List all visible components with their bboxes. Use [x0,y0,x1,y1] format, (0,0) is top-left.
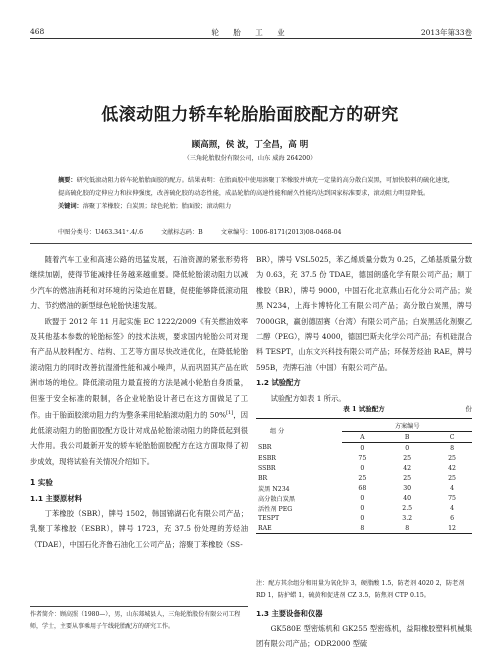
row-label: SBR [258,444,272,452]
doc-code: 文献标志码：B [161,229,203,236]
cell: 25 [403,474,412,482]
article-number: 文章编号：1006-8171(2013)08-0468-04 [220,229,342,236]
table-header-a: A [342,432,382,443]
cell: 0 [360,444,365,452]
cell: 0 [360,464,365,472]
intro-paragraph-1: 随着汽车工业和高速公路的迅猛发展，石油资源的紧张形势将继续加剧，使得节能减排任务越来越重要。降低轮胎滚动阻力以减少汽车的燃油消耗和对环境的污染迫在眉睫，促使能够降低滚动阻力、节约燃油的新型绿色轮胎快速发展。 [30,255,248,311]
cell: 25 [403,454,412,462]
table-header-c: C [432,432,472,443]
keywords-text: 溶聚丁苯橡胶；白炭黑；绿色轮胎；胎面胶；滚动阻力 [82,203,232,210]
running-header [30,26,472,39]
table-row [256,473,472,483]
cell: 6 [450,514,455,522]
row-label: SSBR [258,464,276,472]
cell: 8 [360,524,365,532]
table-row [256,523,472,534]
table-caption [256,404,472,413]
table-row [256,463,472,473]
right-column [256,252,472,406]
table-header-group: 方案编号 [342,419,472,432]
equipment-paragraph: GK580E 型密炼机和 GK255 型密炼机，益阳橡胶塑料机械集团有限公司产品；ODR2000 型硫 [256,624,472,648]
cell: 4 [450,484,455,492]
affiliation: （三角轮胎股份有限公司，山东 威海 264200） [183,155,317,162]
cell: 75 [448,494,456,502]
cell: 0 [360,514,365,522]
cell: 30 [403,484,412,492]
cell: 42 [448,464,456,472]
cell: 2.5 [402,504,413,512]
cell: 0 [405,444,410,452]
abstract-text: 研究低滚动阻力轿车轮胎胎面胶的配方。结果表明：在胎面胶中使用溶聚丁苯橡胶并填充一定量的高分散白炭黑，可加快胶料的硫化速度，提高硫化胶的定伸应力和拉伸强度，改善硫化胶的动态性能，成品轮胎的高速性能和耐久性能均达到国家标准要求，滚动阻力明显降低。 [58,177,454,197]
cell: 25 [448,474,456,482]
cell: 3.2 [402,514,413,522]
cell: 40 [403,494,412,502]
paper-title: 低滚动阻力轿车轮胎胎面胶配方的研究 [101,105,399,125]
table-row [256,493,472,503]
materials-paragraph: 丁苯橡胶（SBR），牌号 1502，韩国锦湖石化有限公司产品；乳聚丁苯橡胶（ESBR），牌号 1723，充 37.5 份处理的芳烃油（TDAE），中国石化齐鲁石油化工公司产品；溶聚丁苯橡胶（SS- [30,508,248,549]
table-row [256,483,472,493]
row-label: 高分散白炭黑 [258,495,296,503]
table-header-component: 组 分 [270,428,285,436]
table-note: 注：配方其余组分和用量为氧化锌 3，硬脂酸 1.5，防老剂 4020 2，防老剂 RD 1，防护蜡 1，硫黄和促进剂 CZ 3.5，防焦剂 CTP 0.15。 [256,580,465,599]
table-row [256,443,472,454]
table-row [256,513,472,523]
cell: 42 [403,464,412,472]
section-heading-materials: 1.1 主要原材料 [30,493,82,503]
row-label: 炭黑 N234 [258,485,290,493]
journal-name: 轮 胎 工 业 [211,28,291,37]
cell: 0 [360,504,365,512]
formula-table [256,418,472,534]
cell: 75 [358,454,367,462]
cell: 12 [448,524,456,532]
authors: 顾高照，侯 波，丁全昌，高 明 [191,140,309,150]
row-label: 活性剂 PEG [258,505,293,513]
section-heading-equipment: 1.3 主要设备和仪器 [256,609,323,618]
section-heading-experiment: 1 实验 [30,478,53,488]
table-caption-text: 表 1 试验配方 [343,405,385,413]
intro-text-a: 欧盟于 2012 年 11 月起实施 EC 1222/2009《有关燃油效率及其他基本参数的轮胎标签》的技术法规，要求国内轮胎公司对现有产品从胶料配方、结构、工艺等方面尽快改进优化，在降低轮胎滚动阻力的同时改善抗湿滑性能和减小噪声，从而巩固其产品在欧洲市场的地位。降低滚动阻力最直接的方法是减小轮胎自身质量，但鉴于安全标准的限制，各企业轮胎设计者已在这方面做足了工作。由于胎面胶滚动阻力约为整条乘用轮胎滚动阻力的 50% [30,316,248,420]
cell: 4 [450,504,455,512]
author-footnote: 作者简介：顾高照（1980—），男，山东郯城县人，三角轮胎股份有限公司工程师，学士，主要从事乘用子午线轮胎配方的研究工作。 [30,606,248,633]
row-label: BR [258,474,268,482]
citation-ref: [1] [226,410,234,417]
article-meta [58,227,460,236]
row-label: ESBR [258,454,276,462]
cell: 0 [360,494,365,502]
row-label: TESPT [258,514,280,522]
left-column [30,252,248,552]
table-header-b: B [382,432,432,443]
cell: 8 [450,444,455,452]
abstract [58,174,460,213]
formula-paragraph: 试验配方如表 1 所示。 [270,393,346,403]
row-label: RAE [258,524,272,532]
clc-number: 中图分类号：U463.341⁺.4/.6 [58,229,144,236]
intro-paragraph-2 [30,314,248,469]
divider [30,243,472,244]
abstract-label: 摘要： [58,177,77,184]
cell: 25 [448,454,456,462]
cell: 8 [405,524,410,532]
cell: 25 [358,474,367,482]
section-heading-formula: 1.2 试验配方 [256,378,301,388]
intro-text-b: ，因此低滚动阻力的胎面胶配方设计对成品轮胎滚动阻力的降低起到很大作用。我公司最新开发的轿车轮胎胎面胶配方在这方面取得了初步成效，现将试验有关情况介绍如下。 [30,410,248,466]
cell: 68 [358,484,367,492]
issue-info: 2013年第33卷 [420,28,472,37]
right-column-lower [256,606,472,651]
keywords-label: 关键词： [58,203,83,210]
materials-continued: BR），牌号 VSL5025，苯乙烯质量分数为 0.25，乙烯基质量分数为 0.63，充 37.5 份 TDAE，德国朗盛化学有限公司产品；顺丁橡胶（BR），牌号 9000，中国石化北京燕山石化分公司产品；炭黑 N234，上海卡博特化工有限公司产品；高分散白炭黑，牌号 7000GR，赢创德固赛（台湾）有限公司产品；白炭黑活化剂聚乙二醇（PEG），牌号 4000，德国巴斯夫化学公司产品；有机硅混合料 TESPT，山东文兴科技有限公司产品；环保芳烃油 RAE，牌号 595B，壳牌石油（中国）有限公司产品。 [256,255,472,372]
table-row [256,503,472,513]
page-number: 468 [30,27,45,36]
table-unit: 份 [465,405,472,413]
table-row [256,453,472,463]
